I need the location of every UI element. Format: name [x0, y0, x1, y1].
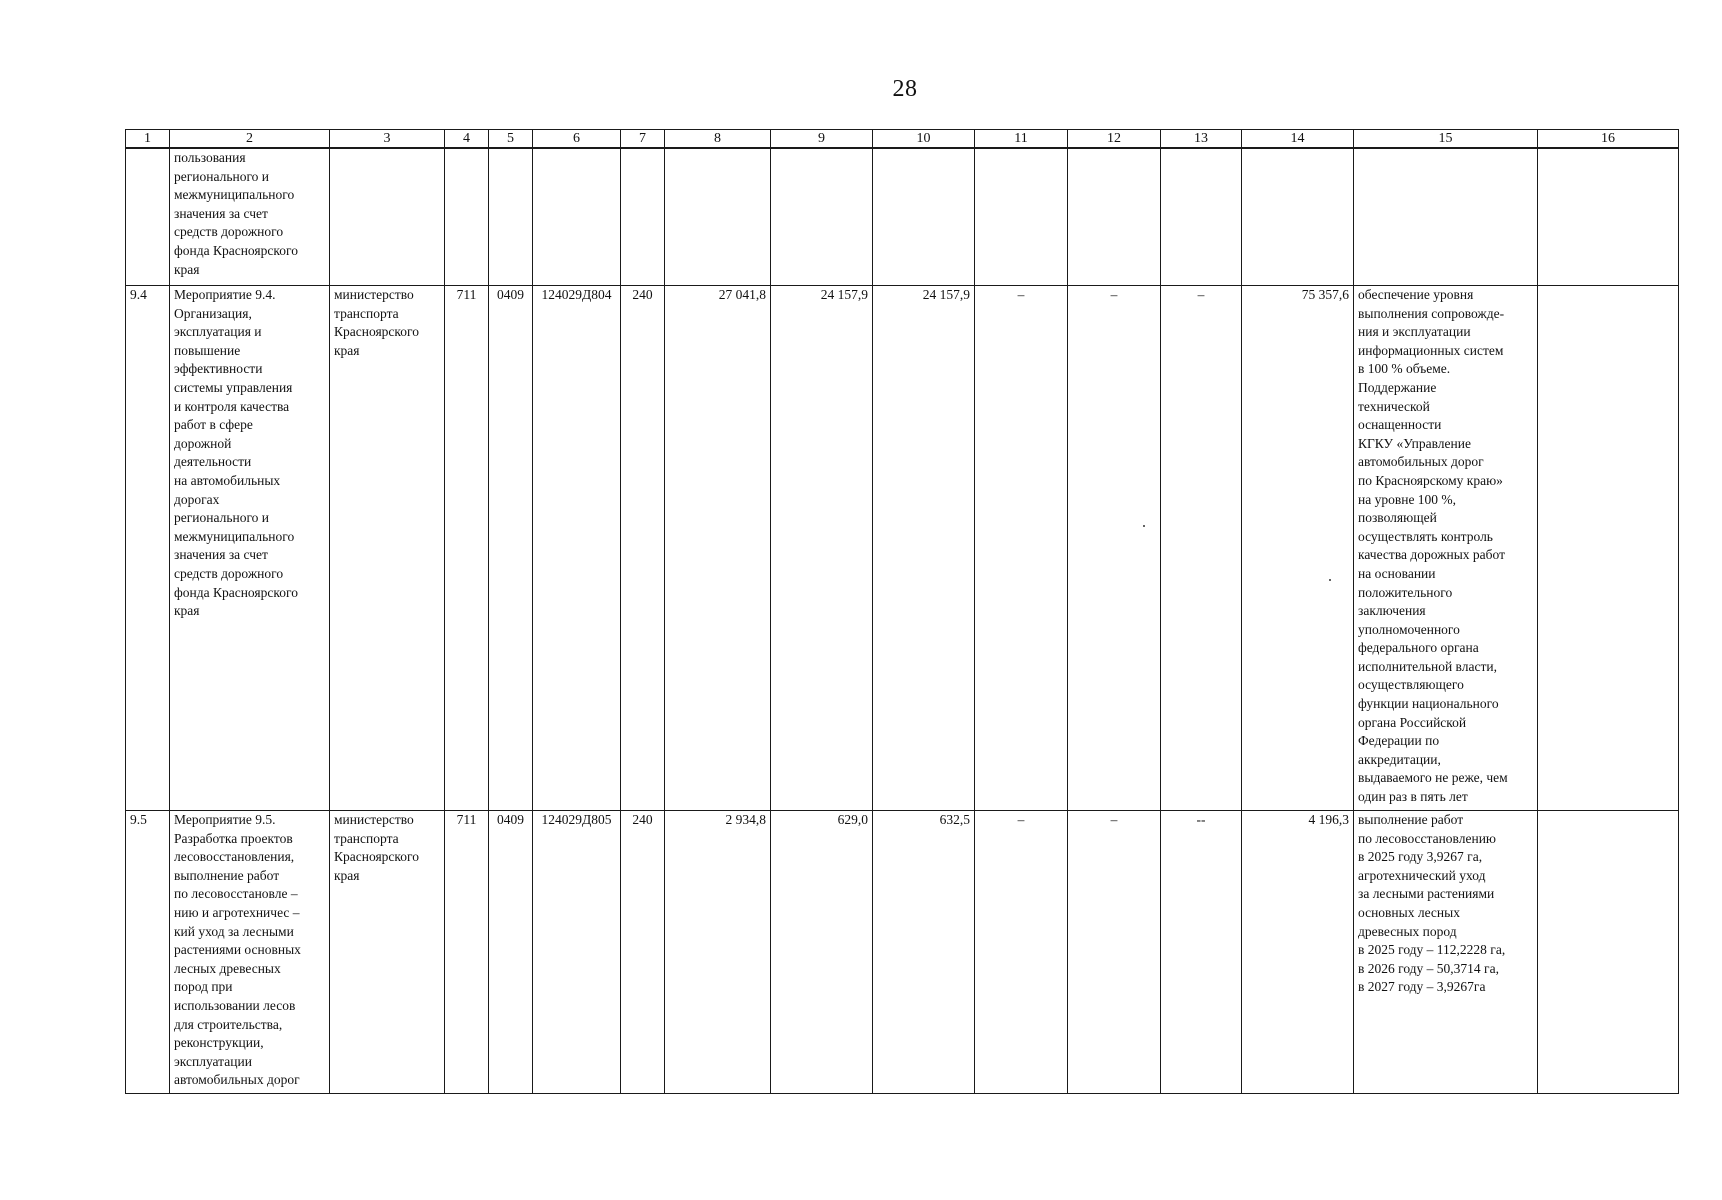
amount-col10: 24 157,9	[873, 286, 975, 811]
column-header: 1	[126, 130, 170, 149]
amount-col12: –	[1068, 811, 1161, 1094]
page-number: 28	[892, 76, 918, 102]
column-header: 9	[771, 130, 873, 149]
amount-col9	[771, 148, 873, 286]
csr-code: 124029Д805	[533, 811, 621, 1094]
scan-speck	[1329, 579, 1331, 581]
column-header: 14	[1242, 130, 1354, 149]
column-header: 11	[975, 130, 1068, 149]
amount-col13: --	[1161, 811, 1242, 1094]
row-number: 9.4	[126, 286, 170, 811]
expected-result: обеспечение уровня выполнения сопровожде- ния и эксплуатации информационных систем в 100 % объеме. Поддержание технической оснащенности КГКУ «Управление автомобильных дорог по Красноярскому краю» на уровне 100 %, позволяющей осуществлять контроль качества дорожных работ на основании положительного заключения уполномоченного федерального органа исполнительной власти, осуществляющего функции национального органа Российской Федерации по аккредитации, выдаваемого не реже, чем один раз в пять лет	[1354, 286, 1538, 811]
rzpr-code: 0409	[489, 811, 533, 1094]
amount-col8: 27 041,8	[665, 286, 771, 811]
budget-table	[125, 129, 1679, 1094]
column-header: 10	[873, 130, 975, 149]
amount-col12	[1068, 148, 1161, 286]
grbs-code	[445, 148, 489, 286]
column-header: 12	[1068, 130, 1161, 149]
total-amount	[1242, 148, 1354, 286]
total-amount: 75 357,6	[1242, 286, 1354, 811]
amount-col10: 632,5	[873, 811, 975, 1094]
total-amount: 4 196,3	[1242, 811, 1354, 1094]
executor: министерство транспорта Красноярского края	[330, 811, 445, 1094]
column-header: 5	[489, 130, 533, 149]
column-header: 7	[621, 130, 665, 149]
amount-col9: 629,0	[771, 811, 873, 1094]
activity-name: Мероприятие 9.5. Разработка проектов лесовосстановления, выполнение работ по лесовосстановле – нию и агротехничес – кий уход за лесными растениями основных лесных древесных пород при использовании лесов для строительства, реконструкции, эксплуатации автомобильных дорог	[170, 811, 330, 1094]
executor	[330, 148, 445, 286]
amount-col8	[665, 148, 771, 286]
amount-col13: –	[1161, 286, 1242, 811]
column-header: 15	[1354, 130, 1538, 149]
amount-col11	[975, 148, 1068, 286]
rzpr-code: 0409	[489, 286, 533, 811]
table-row-9-5	[126, 811, 1679, 1094]
column-header: 6	[533, 130, 621, 149]
column-header: 16	[1538, 130, 1679, 149]
rzpr-code	[489, 148, 533, 286]
row-number	[126, 148, 170, 286]
csr-code	[533, 148, 621, 286]
column-header: 3	[330, 130, 445, 149]
scan-speck	[1143, 525, 1145, 527]
column-16-cell	[1538, 811, 1679, 1094]
column-header: 4	[445, 130, 489, 149]
amount-col12: –	[1068, 286, 1161, 811]
column-header: 2	[170, 130, 330, 149]
grbs-code: 711	[445, 811, 489, 1094]
activity-name: Мероприятие 9.4. Организация, эксплуатация и повышение эффективности системы управления и контроля качества работ в сфере дорожной деятельности на автомобильных дорогах регионального и межмуниципального значения за счет средств дорожного фонда Красноярского края	[170, 286, 330, 811]
activity-name: пользования регионального и межмуниципального значения за счет средств дорожного фонда Красноярского края	[170, 148, 330, 286]
executor: министерство транспорта Красноярского края	[330, 286, 445, 811]
expected-result: выполнение работ по лесовосстановлению в 2025 году 3,9267 га, агротехнический уход за лесными растениями основных лесных древесных пород в 2025 году – 112,2228 га, в 2026 году – 50,3714 га, в 2027 году – 3,9267га	[1354, 811, 1538, 1094]
column-header: 8	[665, 130, 771, 149]
table-row-9-4	[126, 286, 1679, 811]
amount-col13	[1161, 148, 1242, 286]
csr-code: 124029Д804	[533, 286, 621, 811]
vr-code: 240	[621, 286, 665, 811]
amount-col10	[873, 148, 975, 286]
amount-col8: 2 934,8	[665, 811, 771, 1094]
column-16-cell	[1538, 286, 1679, 811]
table-row-continuation	[126, 148, 1679, 286]
amount-col11: –	[975, 286, 1068, 811]
vr-code: 240	[621, 811, 665, 1094]
vr-code	[621, 148, 665, 286]
column-header: 13	[1161, 130, 1242, 149]
table-header-row	[126, 130, 1679, 149]
row-number: 9.5	[126, 811, 170, 1094]
column-16-cell	[1538, 148, 1679, 286]
amount-col9: 24 157,9	[771, 286, 873, 811]
amount-col11: –	[975, 811, 1068, 1094]
grbs-code: 711	[445, 286, 489, 811]
expected-result	[1354, 148, 1538, 286]
